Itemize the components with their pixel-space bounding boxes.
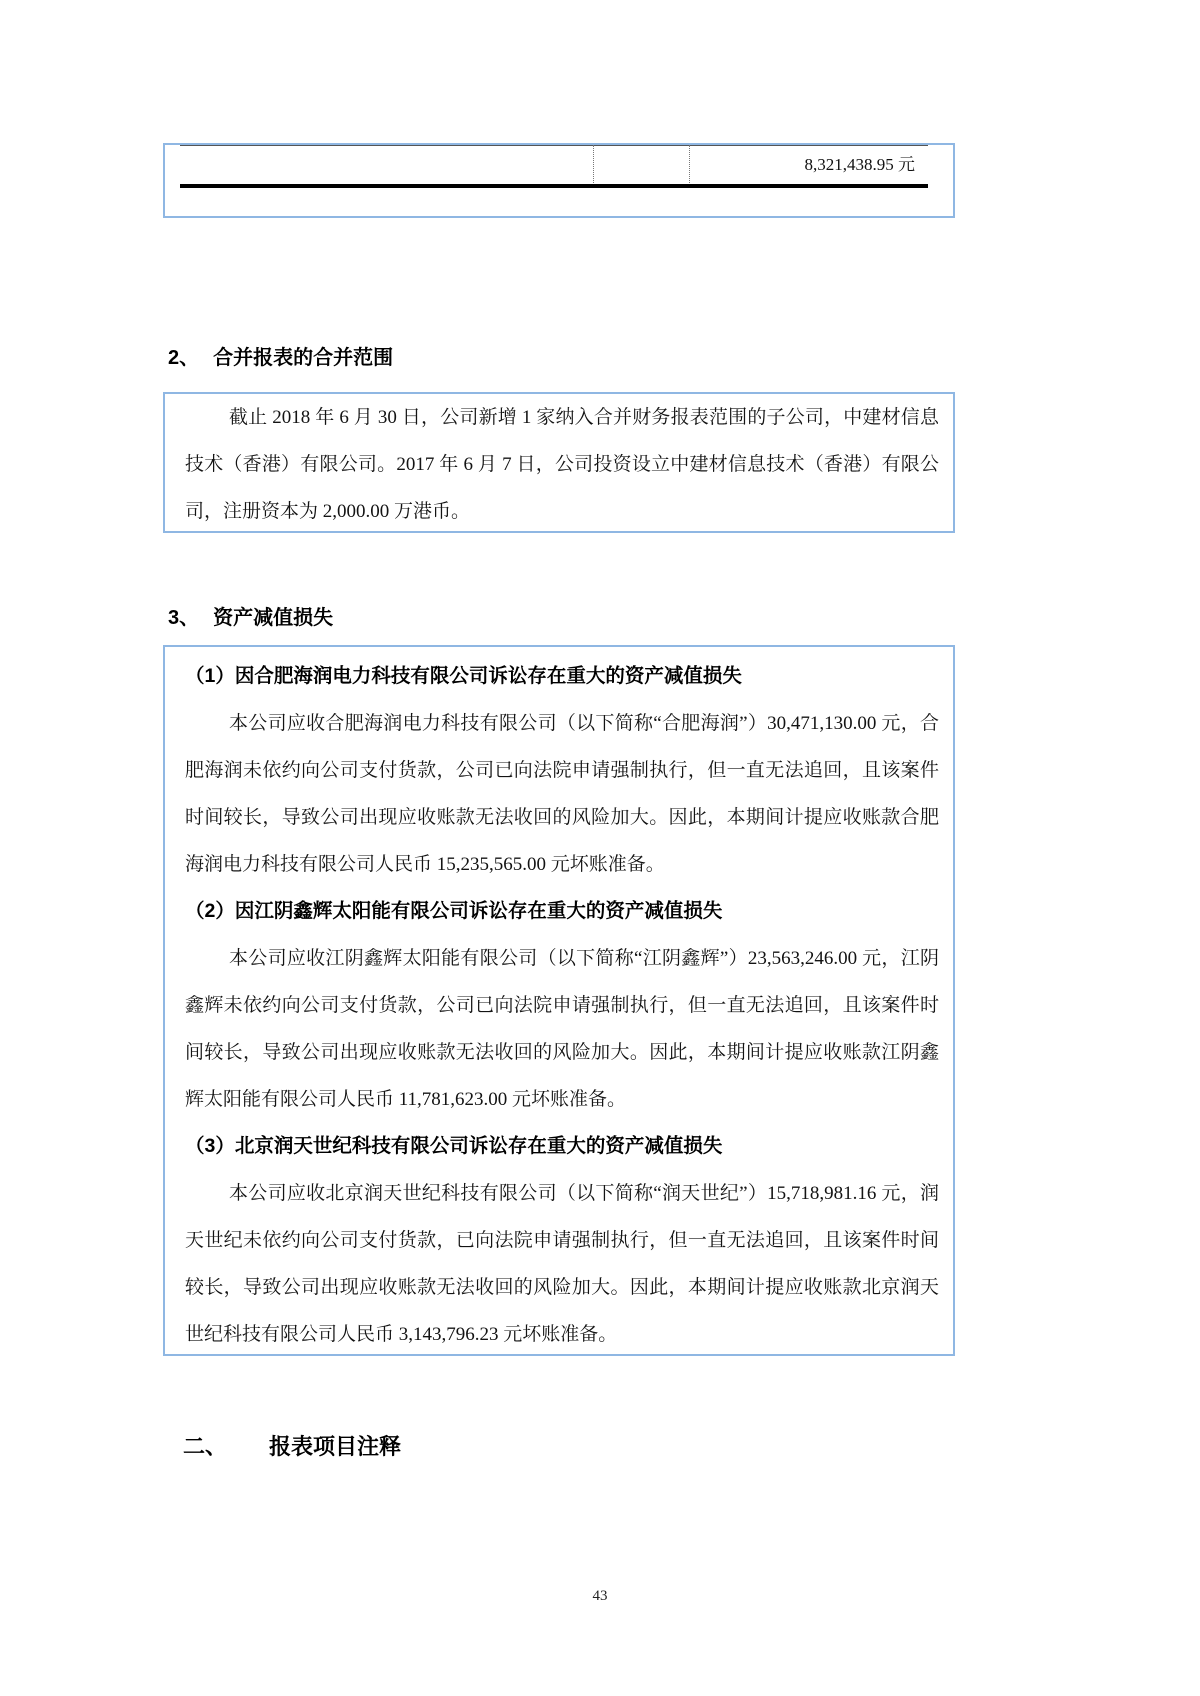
table-fragment-box xyxy=(163,143,955,218)
table-total-value: 8,321,438.95 元 xyxy=(804,155,915,174)
impairment-item-paragraph: 本公司应收北京润天世纪科技有限公司（以下简称“润天世纪”）15,718,981.16 元，润天世纪未依约向公司支付货款，已向法院申请强制执行，但一直无法追回，且该案件时间较长，导致公司出现应收账款无法收回的风险加大。因此，本期间计提应收账款北京润天世纪科技有限公司人民币 3,143,796.23 元坏账准备。 xyxy=(185,1183,939,1345)
impairment-item-paragraph: 本公司应收江阴鑫辉太阳能有限公司（以下简称“江阴鑫辉”）23,563,246.00 元，江阴鑫辉未依约向公司支付货款，公司已向法院申请强制执行，但一直无法追回，且该案件时间较长，导致公司出现应收账款无法收回的风险加大。因此，本期间计提应收账款江阴鑫辉太阳能有限公司人民币 11,781,623.00 元坏账准备。 xyxy=(185,948,939,1110)
notes-section-number: 二、 xyxy=(183,1434,228,1459)
section3-number: 3、 xyxy=(168,607,200,629)
table-bottom-rule xyxy=(180,184,928,188)
notes-section-heading xyxy=(183,1430,401,1461)
section2-title: 合并报表的合并范围 xyxy=(213,347,394,369)
notes-section-title: 报表项目注释 xyxy=(269,1434,402,1459)
page-number: 43 xyxy=(592,1588,608,1604)
section3-box xyxy=(163,645,955,1356)
section2-box xyxy=(163,392,955,533)
table-column-divider xyxy=(593,145,594,185)
impairment-item-heading: （1）因合肥海润电力科技有限公司诉讼存在重大的资产减值损失 xyxy=(185,665,742,687)
impairment-item-heading: （2）因江阴鑫辉太阳能有限公司诉讼存在重大的资产减值损失 xyxy=(185,900,723,922)
impairment-item-heading: （3）北京润天世纪科技有限公司诉讼存在重大的资产减值损失 xyxy=(185,1135,723,1157)
section3-title: 资产减值损失 xyxy=(213,607,334,629)
section2-number: 2、 xyxy=(168,347,200,369)
section2-heading xyxy=(168,341,393,370)
section2-paragraph: 截止 2018 年 6 月 30 日，公司新增 1 家纳入合并财务报表范围的子公司，中建材信息技术（香港）有限公司。2017 年 6 月 7 日，公司投资设立中建材信息技术（香港）有限公司，注册资本为 2,000.00 万港币。 xyxy=(185,407,939,522)
section3-heading xyxy=(168,601,333,630)
impairment-item-paragraph: 本公司应收合肥海润电力科技有限公司（以下简称“合肥海润”）30,471,130.00 元，合肥海润未依约向公司支付货款，公司已向法院申请强制执行，但一直无法追回，且该案件时间较长，导致公司出现应收账款无法收回的风险加大。因此，本期间计提应收账款合肥海润电力科技有限公司人民币 15,235,565.00 元坏账准备。 xyxy=(185,713,939,875)
